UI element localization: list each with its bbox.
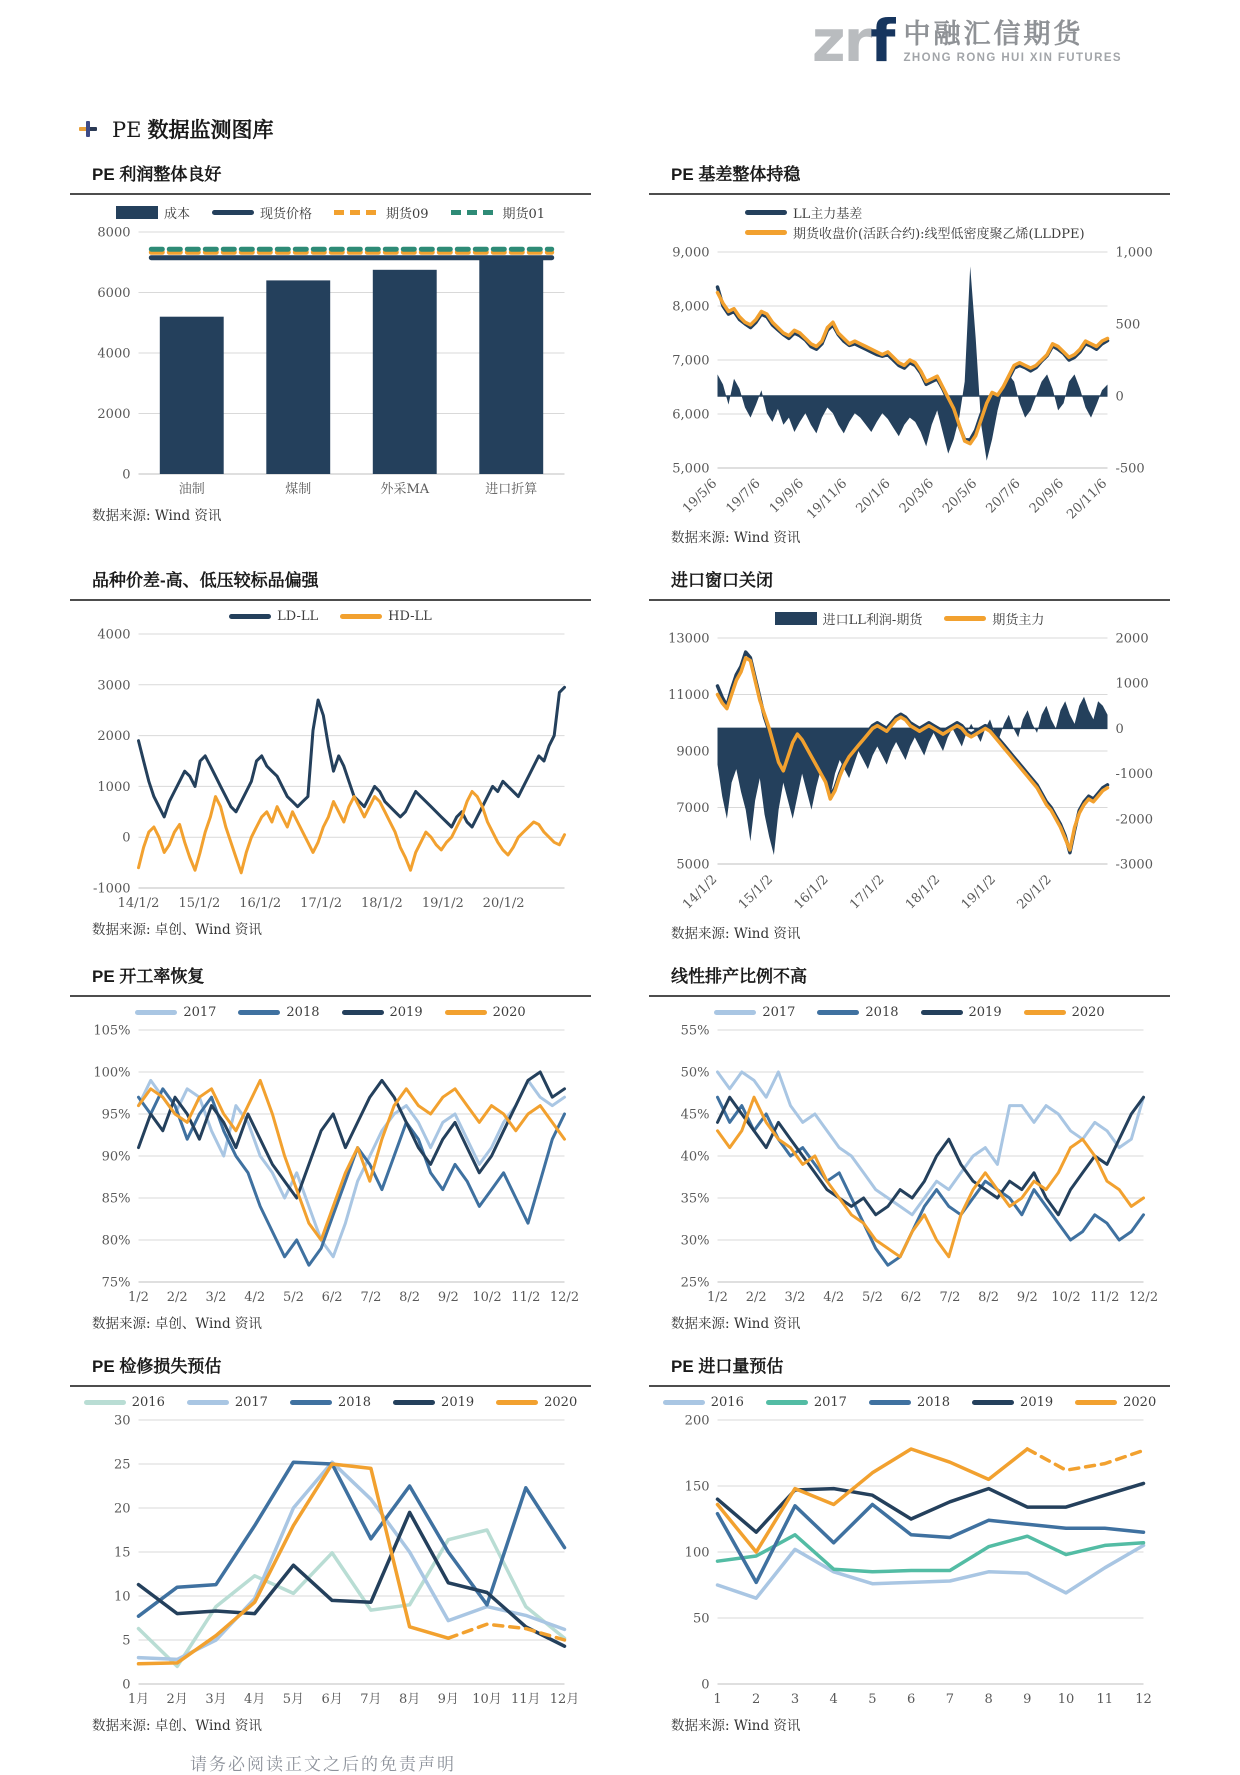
svg-text:10/2: 10/2 — [1051, 1290, 1081, 1305]
svg-text:13000: 13000 — [668, 631, 710, 647]
legend-label: 2017 — [813, 1395, 847, 1410]
legend-label: LD-LL — [277, 609, 319, 624]
legend-item — [972, 1395, 1053, 1410]
svg-text:11000: 11000 — [668, 688, 710, 703]
svg-text:10月: 10月 — [472, 1692, 502, 1707]
legend-swatch — [212, 210, 254, 215]
legend-swatch — [290, 1400, 332, 1405]
svg-text:18/1/2: 18/1/2 — [360, 896, 403, 911]
chart-legend — [70, 203, 591, 222]
legend-label: 2018 — [286, 1005, 320, 1020]
legend-label: 2017 — [234, 1395, 268, 1410]
svg-text:25%: 25% — [680, 1275, 710, 1291]
legend-swatch — [766, 1400, 808, 1405]
chart-svg — [649, 1020, 1170, 1308]
svg-text:-1000: -1000 — [93, 881, 131, 897]
legend-item — [775, 609, 923, 628]
svg-text:80%: 80% — [101, 1233, 131, 1249]
legend-label: 期货01 — [502, 207, 546, 222]
chart-block-operating-rate — [70, 956, 591, 1332]
svg-text:7,000: 7,000 — [672, 353, 710, 369]
svg-text:3000: 3000 — [97, 678, 131, 694]
svg-text:14/1/2: 14/1/2 — [680, 872, 721, 913]
svg-text:19/5/6: 19/5/6 — [680, 476, 721, 517]
svg-text:3/2: 3/2 — [784, 1290, 806, 1305]
chart-operating-rate — [70, 1005, 591, 1308]
svg-text:6月: 6月 — [321, 1692, 343, 1707]
svg-text:5: 5 — [122, 1633, 131, 1649]
svg-text:55%: 55% — [680, 1023, 710, 1039]
svg-text:100%: 100% — [93, 1065, 131, 1081]
svg-text:19/7/6: 19/7/6 — [723, 476, 764, 517]
legend-item — [921, 1005, 1002, 1020]
svg-text:3/2: 3/2 — [205, 1290, 227, 1305]
legend-label: 期货09 — [385, 207, 429, 222]
legend-label: 现货价格 — [259, 207, 312, 222]
chart-title-rule — [70, 1385, 591, 1387]
chart-source: 数据来源: 卓创、Wind 资讯 — [92, 1316, 262, 1332]
svg-text:11: 11 — [1096, 1692, 1114, 1707]
chart-block-pe-basis — [649, 154, 1170, 546]
chart-block-import-volume — [649, 1346, 1170, 1734]
svg-text:16/1/2: 16/1/2 — [791, 872, 832, 913]
legend-item — [393, 1395, 474, 1410]
svg-text:45%: 45% — [680, 1107, 710, 1123]
logo-zrf-icon — [811, 7, 894, 75]
chart-title: PE 检修损失预估 — [92, 1357, 222, 1376]
legend-item — [342, 1005, 423, 1020]
svg-text:30: 30 — [113, 1413, 131, 1429]
chart-title-rule — [70, 995, 591, 997]
svg-text:10: 10 — [1057, 1692, 1075, 1707]
chart-svg — [70, 222, 591, 500]
legend-swatch — [745, 230, 787, 235]
svg-text:1,000: 1,000 — [1115, 245, 1153, 261]
svg-text:2000: 2000 — [1115, 631, 1149, 647]
svg-text:5/2: 5/2 — [861, 1290, 883, 1305]
legend-swatch — [84, 1400, 126, 1405]
svg-text:1: 1 — [713, 1692, 722, 1707]
legend-swatch — [921, 1010, 963, 1015]
chart-block-linear-ratio — [649, 956, 1170, 1332]
svg-text:20/11/6: 20/11/6 — [1064, 476, 1111, 522]
svg-text:7: 7 — [945, 1692, 955, 1707]
legend-swatch — [1024, 1010, 1066, 1015]
chart-pe-basis — [649, 203, 1170, 522]
legend-item — [116, 203, 190, 222]
chart-title-rule — [649, 995, 1170, 997]
legend-swatch — [1075, 1400, 1117, 1405]
legend-swatch — [496, 1400, 538, 1405]
svg-text:40%: 40% — [680, 1149, 710, 1165]
svg-text:18/1/2: 18/1/2 — [903, 872, 944, 913]
legend-label: 2019 — [1020, 1395, 1054, 1410]
legend-item — [135, 1005, 216, 1020]
legend-item — [340, 609, 432, 624]
svg-text:2000: 2000 — [97, 729, 131, 745]
svg-text:25: 25 — [113, 1457, 131, 1473]
chart-title: PE 基差整体持稳 — [671, 165, 801, 184]
svg-text:1月: 1月 — [127, 1692, 150, 1707]
legend-label: 2020 — [1123, 1395, 1157, 1410]
svg-text:5: 5 — [868, 1692, 877, 1707]
logo-company-name-en: ZHONG RONG HUI XIN FUTURES — [903, 51, 1122, 64]
legend-swatch — [869, 1400, 911, 1405]
svg-text:11/2: 11/2 — [511, 1290, 541, 1305]
chart-import-volume — [649, 1395, 1170, 1710]
legend-item — [229, 609, 318, 624]
chart-block-grade-spread — [70, 560, 591, 942]
legend-swatch — [944, 616, 986, 621]
chart-title-rule — [70, 599, 591, 601]
legend-label: 进口LL利润-期货 — [822, 613, 923, 628]
legend-swatch — [340, 614, 382, 619]
legend-item — [1024, 1005, 1105, 1020]
charts-grid — [70, 154, 1170, 1734]
legend-swatch — [187, 1400, 229, 1405]
svg-text:14/1/2: 14/1/2 — [117, 896, 160, 911]
svg-text:1/2: 1/2 — [128, 1290, 149, 1305]
svg-text:0: 0 — [122, 467, 131, 483]
svg-text:20/9/6: 20/9/6 — [1026, 476, 1068, 517]
svg-text:20/7/6: 20/7/6 — [983, 476, 1024, 517]
chart-pe-profit — [70, 203, 591, 500]
svg-text:35%: 35% — [680, 1191, 710, 1207]
svg-text:90%: 90% — [101, 1149, 131, 1165]
logo-f: f — [870, 7, 894, 75]
chart-legend — [649, 609, 1170, 628]
chart-block-pe-profit — [70, 154, 591, 546]
svg-text:20/1/6: 20/1/6 — [853, 476, 894, 517]
svg-text:20: 20 — [113, 1501, 131, 1517]
svg-text:0: 0 — [122, 830, 131, 846]
chart-svg — [70, 624, 591, 914]
legend-label: 2020 — [1071, 1005, 1105, 1020]
legend-label: 期货主力 — [992, 613, 1045, 628]
svg-text:85%: 85% — [101, 1191, 131, 1207]
legend-label: 2017 — [183, 1005, 217, 1020]
chart-title: 进口窗口关闭 — [671, 571, 773, 590]
chart-block-import-window — [649, 560, 1170, 942]
legend-swatch — [451, 210, 497, 215]
svg-text:7月: 7月 — [360, 1692, 382, 1707]
chart-legend — [649, 1395, 1170, 1410]
chart-title-rule — [649, 1385, 1170, 1387]
svg-text:5月: 5月 — [282, 1692, 305, 1707]
legend-label: 2019 — [968, 1005, 1002, 1020]
svg-text:20/1/2: 20/1/2 — [482, 896, 525, 911]
chart-title: PE 进口量预估 — [671, 1357, 784, 1376]
svg-text:4000: 4000 — [97, 346, 131, 362]
svg-text:95%: 95% — [101, 1107, 131, 1123]
svg-text:12/2: 12/2 — [1128, 1290, 1159, 1305]
chart-title: 线性排产比例不高 — [671, 967, 807, 986]
svg-text:2/2: 2/2 — [745, 1290, 767, 1305]
legend-label: 2016 — [131, 1395, 165, 1410]
legend-item — [714, 1005, 795, 1020]
logo-text — [903, 18, 1123, 65]
legend-swatch — [817, 1010, 859, 1015]
svg-text:50: 50 — [692, 1611, 710, 1627]
legend-swatch — [445, 1010, 487, 1015]
svg-text:8,000: 8,000 — [672, 299, 710, 315]
svg-text:8: 8 — [984, 1692, 993, 1707]
svg-text:0: 0 — [1115, 721, 1124, 737]
svg-text:9/2: 9/2 — [437, 1290, 459, 1305]
chart-title: PE 开工率恢复 — [92, 967, 205, 986]
chart-legend — [649, 1005, 1170, 1020]
legend-label: LL主力基差 — [793, 207, 863, 222]
logo-zr: zr — [811, 7, 871, 75]
chart-source: 数据来源: 卓创、Wind 资讯 — [92, 1718, 262, 1734]
legend-swatch — [775, 612, 817, 625]
svg-text:9: 9 — [1023, 1692, 1032, 1707]
legend-item — [817, 1005, 898, 1020]
legend-item — [445, 1005, 526, 1020]
svg-text:4月: 4月 — [244, 1692, 266, 1707]
svg-text:11月: 11月 — [511, 1692, 541, 1707]
legend-item — [290, 1395, 371, 1410]
svg-text:外采MA: 外采MA — [380, 482, 430, 497]
svg-text:煤制: 煤制 — [285, 482, 312, 497]
svg-text:15/1/2: 15/1/2 — [178, 896, 221, 911]
legend-item — [1075, 1395, 1156, 1410]
svg-text:6: 6 — [906, 1692, 916, 1707]
svg-text:500: 500 — [1115, 317, 1141, 333]
svg-text:4000: 4000 — [97, 627, 131, 643]
svg-text:19/1/2: 19/1/2 — [958, 872, 999, 913]
company-logo — [811, 7, 1122, 75]
svg-text:1000: 1000 — [97, 779, 131, 795]
chart-title: PE 利润整体良好 — [92, 165, 222, 184]
legend-swatch — [116, 206, 158, 219]
chart-source: 数据来源: Wind 资讯 — [671, 1718, 801, 1734]
section-title — [112, 114, 273, 144]
svg-text:-500: -500 — [1115, 461, 1145, 477]
svg-text:7/2: 7/2 — [939, 1290, 961, 1305]
chart-legend — [70, 1005, 591, 1020]
svg-text:6/2: 6/2 — [321, 1290, 343, 1305]
svg-text:2/2: 2/2 — [166, 1290, 188, 1305]
svg-text:17/1/2: 17/1/2 — [300, 896, 343, 911]
chart-source: 数据来源: Wind 资讯 — [671, 530, 801, 546]
svg-text:20/1/2: 20/1/2 — [1014, 872, 1055, 913]
logo-company-name: 中融汇信期货 — [903, 18, 1084, 49]
svg-text:12/2: 12/2 — [549, 1290, 580, 1305]
svg-text:200: 200 — [684, 1413, 710, 1429]
svg-text:4: 4 — [829, 1692, 838, 1707]
section-bullet-icon — [78, 119, 98, 139]
legend-swatch — [342, 1010, 384, 1015]
legend-label: 2017 — [762, 1005, 796, 1020]
chart-title-rule — [649, 193, 1170, 195]
legend-item — [944, 609, 1044, 628]
svg-text:8000: 8000 — [97, 225, 131, 241]
svg-text:7000: 7000 — [676, 801, 710, 816]
legend-label: 2020 — [544, 1395, 578, 1410]
chart-maintenance-loss — [70, 1395, 591, 1710]
legend-item — [869, 1395, 950, 1410]
svg-text:6000: 6000 — [97, 286, 131, 301]
chart-legend — [70, 609, 591, 624]
chart-svg — [649, 242, 1170, 522]
svg-text:9/2: 9/2 — [1016, 1290, 1038, 1305]
chart-svg — [649, 1410, 1170, 1710]
legend-swatch — [972, 1400, 1014, 1405]
chart-legend — [70, 1395, 591, 1410]
svg-text:100: 100 — [684, 1545, 710, 1561]
svg-text:20/3/6: 20/3/6 — [896, 476, 938, 517]
chart-title-rule — [649, 599, 1170, 601]
svg-text:17/1/2: 17/1/2 — [847, 872, 888, 913]
section-title-prefix: PE — [112, 118, 142, 142]
svg-text:9月: 9月 — [437, 1692, 459, 1707]
chart-source: 数据来源: Wind 资讯 — [671, 926, 801, 942]
legend-label: 期货收盘价(活跃合约):线型低密度聚乙烯(LLDPE) — [793, 227, 1085, 242]
legend-label: HD-LL — [388, 609, 432, 624]
svg-text:油制: 油制 — [178, 482, 205, 497]
svg-text:0: 0 — [122, 1677, 131, 1693]
legend-label: 2019 — [389, 1005, 423, 1020]
svg-text:16/1/2: 16/1/2 — [239, 896, 282, 911]
chart-source: 数据来源: 卓创、Wind 资讯 — [92, 922, 262, 938]
svg-text:进口折算: 进口折算 — [485, 482, 538, 497]
svg-text:5/2: 5/2 — [282, 1290, 304, 1305]
disclaimer-footer: 请务必阅读正文之后的免责声明 — [190, 1755, 456, 1775]
svg-text:19/1/2: 19/1/2 — [421, 896, 464, 911]
svg-text:0: 0 — [701, 1677, 710, 1693]
legend-label: 2018 — [916, 1395, 951, 1410]
chart-legend — [745, 203, 1170, 242]
legend-swatch — [238, 1010, 280, 1015]
legend-item — [496, 1395, 577, 1410]
chart-source: 数据来源: Wind 资讯 — [92, 508, 222, 524]
svg-text:4/2: 4/2 — [244, 1290, 266, 1305]
legend-item — [745, 223, 1085, 242]
chart-svg — [70, 1020, 591, 1308]
legend-label: 2016 — [710, 1395, 744, 1410]
svg-text:-3000: -3000 — [1115, 857, 1153, 873]
legend-swatch — [663, 1400, 705, 1405]
page-header — [70, 7, 1170, 104]
svg-text:6/2: 6/2 — [900, 1290, 922, 1305]
legend-swatch — [229, 614, 271, 619]
svg-text:2: 2 — [752, 1692, 761, 1707]
svg-text:5000: 5000 — [676, 857, 710, 873]
legend-swatch — [334, 210, 380, 215]
svg-text:8月: 8月 — [398, 1692, 421, 1707]
svg-text:75%: 75% — [101, 1275, 131, 1291]
svg-text:105%: 105% — [93, 1023, 131, 1039]
section-title-text: 数据监测图库 — [147, 119, 274, 142]
svg-text:10/2: 10/2 — [472, 1290, 502, 1305]
svg-text:7/2: 7/2 — [360, 1290, 382, 1305]
svg-text:19/9/6: 19/9/6 — [766, 476, 808, 517]
svg-text:150: 150 — [684, 1479, 710, 1495]
svg-text:0: 0 — [1115, 389, 1124, 405]
chart-import-window — [649, 609, 1170, 918]
legend-label: 2018 — [865, 1005, 899, 1020]
legend-item — [663, 1395, 744, 1410]
chart-block-maintenance-loss — [70, 1346, 591, 1734]
chart-svg — [649, 628, 1170, 918]
svg-text:15: 15 — [113, 1545, 131, 1561]
chart-grade-spread — [70, 609, 591, 914]
svg-text:4/2: 4/2 — [823, 1290, 845, 1305]
legend-item — [238, 1005, 319, 1020]
chart-svg — [70, 1410, 591, 1710]
svg-text:1/2: 1/2 — [707, 1290, 728, 1305]
legend-item — [212, 203, 312, 222]
svg-text:20/5/6: 20/5/6 — [940, 476, 981, 517]
legend-item — [84, 1395, 165, 1410]
legend-swatch — [745, 210, 787, 215]
svg-text:19/11/6: 19/11/6 — [804, 476, 851, 522]
svg-text:12月: 12月 — [549, 1692, 580, 1707]
legend-item — [334, 203, 429, 222]
legend-item — [187, 1395, 268, 1410]
chart-title: 品种价差-高、低压较标品偏强 — [92, 571, 319, 590]
svg-text:3月: 3月 — [205, 1692, 227, 1707]
chart-linear-ratio — [649, 1005, 1170, 1308]
legend-swatch — [714, 1010, 756, 1015]
svg-text:12: 12 — [1135, 1692, 1152, 1707]
svg-text:5,000: 5,000 — [672, 461, 710, 477]
svg-text:-1000: -1000 — [1115, 767, 1153, 783]
svg-text:50%: 50% — [680, 1065, 710, 1081]
svg-text:8/2: 8/2 — [399, 1290, 421, 1305]
legend-label: 2020 — [492, 1005, 526, 1020]
legend-swatch — [135, 1010, 177, 1015]
legend-swatch — [393, 1400, 435, 1405]
svg-text:2月: 2月 — [166, 1692, 188, 1707]
svg-text:11/2: 11/2 — [1090, 1290, 1120, 1305]
svg-text:8/2: 8/2 — [978, 1290, 1000, 1305]
svg-text:6,000: 6,000 — [672, 407, 710, 423]
legend-label: 2018 — [337, 1395, 372, 1410]
legend-label: 成本 — [163, 207, 190, 222]
section-header — [78, 114, 1170, 144]
legend-item — [766, 1395, 847, 1410]
chart-title-rule — [70, 193, 591, 195]
legend-item — [451, 203, 546, 222]
legend-item — [745, 203, 862, 222]
svg-text:30%: 30% — [680, 1233, 710, 1249]
legend-label: 2019 — [441, 1395, 475, 1410]
chart-source: 数据来源: Wind 资讯 — [671, 1316, 801, 1332]
svg-text:9000: 9000 — [676, 744, 710, 760]
svg-text:-2000: -2000 — [1115, 812, 1153, 828]
svg-text:10: 10 — [113, 1589, 131, 1605]
svg-text:15/1/2: 15/1/2 — [735, 872, 777, 913]
svg-text:9,000: 9,000 — [672, 245, 710, 261]
svg-text:2000: 2000 — [97, 407, 131, 422]
svg-text:3: 3 — [790, 1692, 800, 1707]
svg-text:1000: 1000 — [1115, 676, 1149, 692]
